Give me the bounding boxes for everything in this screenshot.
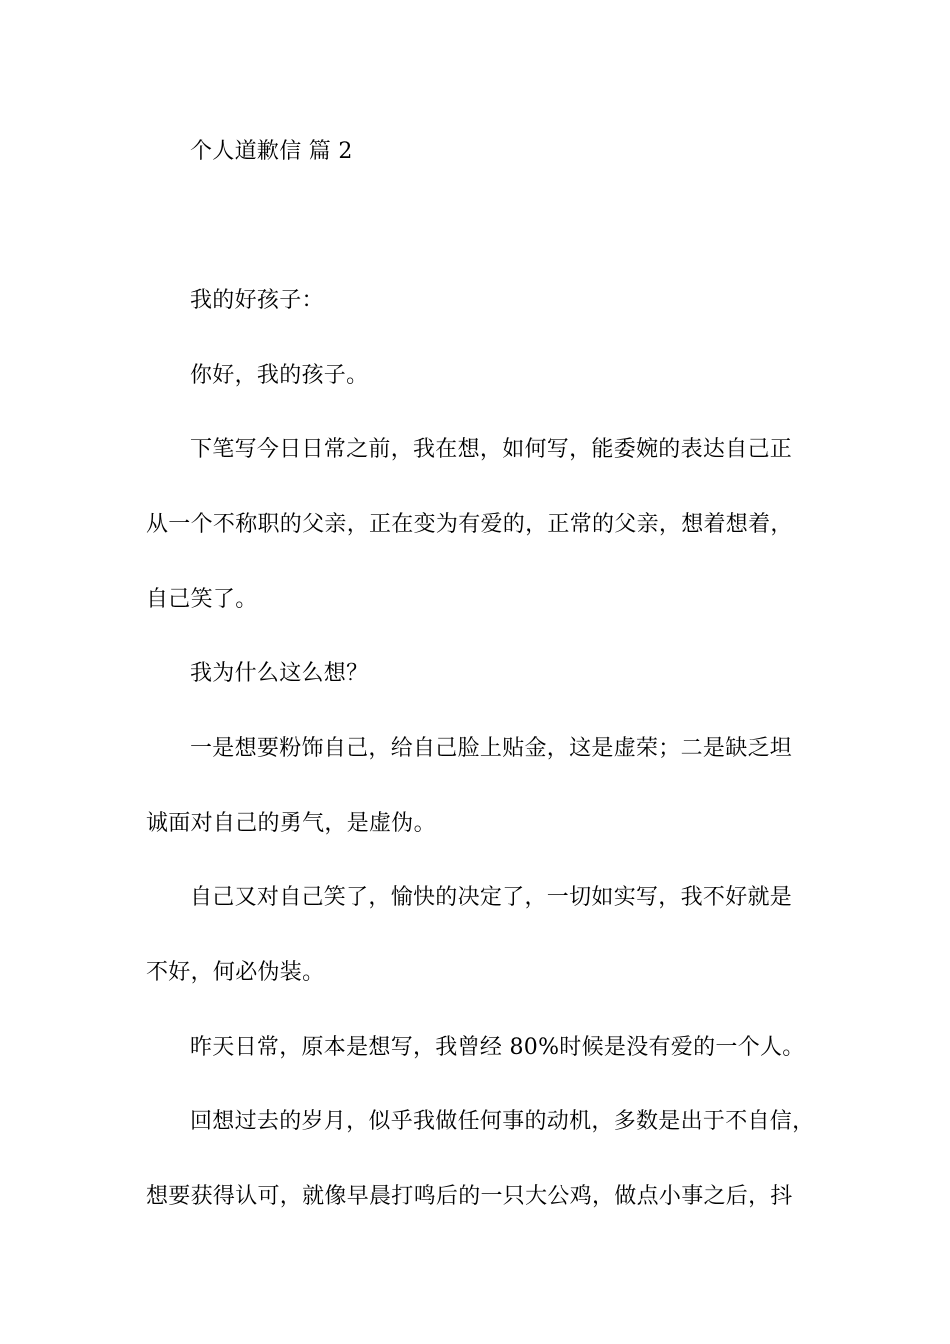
greeting-line: 你好，我的孩子。 — [190, 363, 369, 388]
body-line: 回想过去的岁月，似乎我做任何事的动机，多数是出于不自信， — [190, 1109, 815, 1134]
body-line: 从一个不称职的父亲，正在变为有爱的，正常的父亲，想着想着， — [146, 512, 793, 537]
body-line: 自己又对自己笑了，愉快的决定了，一切如实写，我不好就是 — [190, 885, 793, 910]
body-line: 诚面对自己的勇气，是虚伪。 — [146, 811, 436, 836]
salutation-line: 我的好孩子： — [190, 288, 324, 313]
body-line: 昨天日常，原本是想写，我曾经 80%时候是没有爱的一个人。 — [190, 1035, 805, 1060]
body-line: 一是想要粉饰自己，给自己脸上贴金，这是虚荣；二是缺乏坦 — [190, 736, 793, 761]
body-line: 自己笑了。 — [146, 587, 258, 612]
document-heading: 个人道歉信 篇 2 — [190, 139, 353, 164]
body-line: 下笔写今日日常之前，我在想，如何写，能委婉的表达自己正 — [190, 437, 793, 462]
body-line: 不好，何必伪装。 — [146, 960, 325, 985]
body-line: 想要获得认可，就像早晨打鸣后的一只大公鸡，做点小事之后，抖 — [146, 1184, 793, 1209]
body-line: 我为什么这么想？ — [190, 661, 369, 686]
